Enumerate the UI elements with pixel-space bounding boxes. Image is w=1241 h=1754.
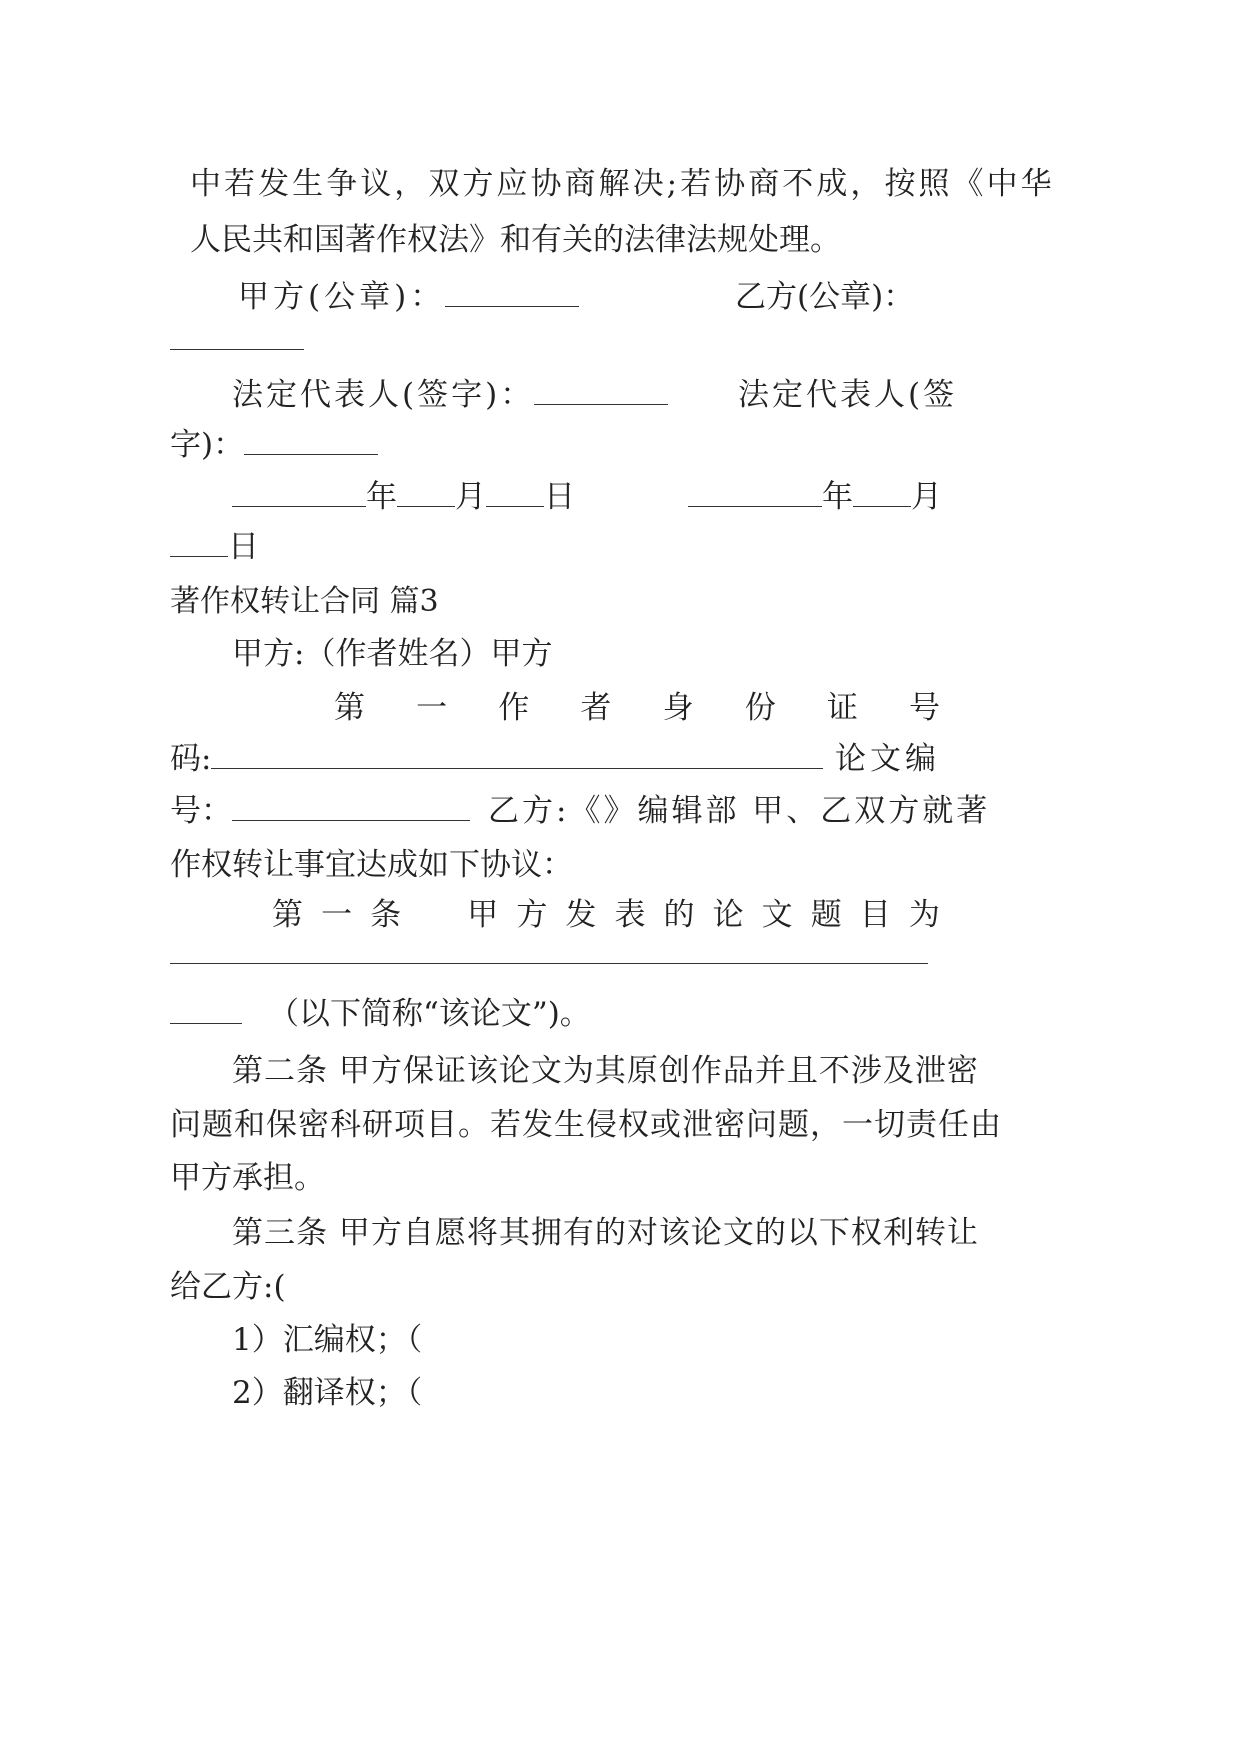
party-b-seal-blank bbox=[170, 319, 304, 350]
id-label-char: 第 bbox=[334, 690, 365, 726]
line-1-char: 争 bbox=[326, 166, 358, 202]
article-1-char: 目 bbox=[859, 897, 891, 933]
id-label-char: 身 bbox=[662, 690, 694, 726]
list-item-2: 2）翻译权；（ bbox=[232, 1375, 423, 1411]
id-number-blank bbox=[211, 738, 823, 769]
day-label: 日 bbox=[228, 529, 259, 565]
article-1-char: 第 bbox=[272, 897, 303, 933]
article-2-line-1: 第二条 甲方保证该论文为其原创作品并且不涉及泄密 bbox=[232, 1053, 979, 1089]
article-1-char: 文 bbox=[761, 897, 793, 933]
article-1-char: 的 bbox=[663, 897, 695, 933]
party-b-text: 乙方:《》编辑部 甲、乙双方就著 bbox=[488, 793, 991, 829]
line-1-char: 不 bbox=[782, 166, 814, 202]
id-ma-text: 码: bbox=[170, 741, 212, 777]
line-1-char: 商 bbox=[564, 166, 596, 202]
article-1-char: 论 bbox=[712, 897, 744, 933]
article-1-char: 甲 bbox=[467, 897, 499, 933]
party-a-rep-blank bbox=[534, 374, 668, 405]
id-number-line bbox=[170, 737, 940, 781]
id-label-char: 作 bbox=[498, 690, 530, 726]
party-a-rep-label bbox=[232, 373, 668, 417]
agreement-line: 作权转让事宜达成如下协议： bbox=[170, 847, 573, 883]
short-name-text: （以下简称“该论文”)。 bbox=[268, 996, 591, 1032]
paper-title-blank-row bbox=[170, 932, 928, 976]
first-author-id-label bbox=[334, 686, 940, 730]
article-3-line-1: 第三条 甲方自愿将其拥有的对该论文的以下权利转让 bbox=[232, 1215, 979, 1251]
article-2-line-3: 甲方承担。 bbox=[170, 1160, 325, 1196]
party-b-rep-line bbox=[170, 423, 378, 467]
party-b-rep-blank bbox=[244, 424, 378, 455]
party-a-seal-label bbox=[238, 275, 579, 319]
party-b-day-row bbox=[170, 525, 259, 569]
line-1-char: 若 bbox=[224, 166, 256, 202]
line-1-char: 双 bbox=[428, 166, 460, 202]
party-a-line: 甲方:（作者姓名）甲方 bbox=[232, 636, 553, 672]
party-b-seal-label: 乙方(公章)： bbox=[735, 279, 915, 315]
paragraph-line-1 bbox=[190, 162, 1052, 206]
line-1-char: 照 bbox=[918, 166, 950, 202]
year-label: 年 bbox=[366, 479, 397, 515]
id-label-char: 一 bbox=[416, 690, 448, 726]
line-1-char: 议 bbox=[360, 166, 392, 202]
paper-title-blank bbox=[170, 933, 928, 964]
line-1-char: 解 bbox=[598, 166, 630, 202]
line-1-char: 按 bbox=[884, 166, 916, 202]
id-label-char: 号 bbox=[908, 690, 940, 726]
line-1-char: ， bbox=[850, 166, 882, 202]
paper-number-blank bbox=[232, 790, 470, 821]
party-b-seal-blank-row bbox=[170, 318, 304, 362]
paper-number-label: 论文编 bbox=[835, 741, 940, 777]
article-1-char: 题 bbox=[810, 897, 842, 933]
paper-title-blank-2 bbox=[170, 993, 242, 1024]
party-b-day-blank bbox=[170, 526, 228, 557]
line-1-char: 协 bbox=[714, 166, 746, 202]
line-1-char: 若 bbox=[680, 166, 712, 202]
article-1-line bbox=[272, 893, 940, 937]
month-label: 月 bbox=[911, 479, 942, 515]
line-1-char: 决 bbox=[632, 166, 664, 202]
line-1-char: 生 bbox=[292, 166, 324, 202]
party-b-month-blank bbox=[853, 476, 911, 507]
id-label-char: 份 bbox=[744, 690, 776, 726]
line-1-char: ; bbox=[666, 166, 678, 202]
section-heading: 著作权转让合同 篇3 bbox=[170, 584, 439, 619]
party-a-day-blank bbox=[486, 476, 544, 507]
list-item-1: 1）汇编权；（ bbox=[232, 1322, 423, 1358]
line-1-char: 方 bbox=[462, 166, 494, 202]
article-1-char: 发 bbox=[565, 897, 597, 933]
month-label: 月 bbox=[455, 479, 486, 515]
day-label: 日 bbox=[544, 479, 575, 515]
article-1-char bbox=[419, 893, 449, 937]
year-label: 年 bbox=[822, 479, 853, 515]
paragraph-line-2: 人民共和国著作权法》和有关的法律法规处理。 bbox=[190, 222, 841, 258]
line-1-char: 中 bbox=[190, 166, 221, 202]
paper-number-line bbox=[170, 789, 990, 833]
line-1-char: 应 bbox=[496, 166, 528, 202]
id-label-char: 证 bbox=[826, 690, 858, 726]
line-1-char: 发 bbox=[258, 166, 290, 202]
id-label-char: 者 bbox=[580, 690, 612, 726]
party-a-date bbox=[232, 475, 575, 519]
party-a-rep-text: 法定代表人(签字)： bbox=[232, 377, 535, 413]
line-1-char: 成 bbox=[816, 166, 848, 202]
party-b-year-blank bbox=[688, 476, 822, 507]
article-1-char: 表 bbox=[614, 897, 646, 933]
party-a-year-blank bbox=[232, 476, 366, 507]
article-3-line-2: 给乙方:( bbox=[170, 1269, 286, 1305]
party-a-seal-text: 甲方(公章)： bbox=[238, 279, 446, 315]
article-1-tail-line bbox=[170, 992, 591, 1036]
line-1-char: ， bbox=[394, 166, 426, 202]
line-1-char: 商 bbox=[748, 166, 780, 202]
paper-number-hao: 号： bbox=[170, 793, 232, 829]
party-a-month-blank bbox=[397, 476, 455, 507]
party-a-seal-blank bbox=[445, 276, 579, 307]
article-1-char: 方 bbox=[516, 897, 548, 933]
line-1-char: 中 bbox=[986, 166, 1018, 202]
party-b-rep-label: 法定代表人(签 bbox=[738, 377, 958, 413]
article-2-line-2: 问题和保密科研项目。若发生侵权或泄密问题，一切责任由 bbox=[170, 1107, 1002, 1143]
line-1-char: 协 bbox=[530, 166, 562, 202]
line-1-char: 《 bbox=[952, 166, 984, 202]
article-1-char: 为 bbox=[908, 897, 940, 933]
party-b-date bbox=[688, 475, 942, 519]
article-1-char: 条 bbox=[370, 897, 402, 933]
article-1-char: 一 bbox=[321, 897, 353, 933]
line-1-char: 华 bbox=[1020, 166, 1052, 202]
party-b-rep-text: 字)： bbox=[170, 427, 245, 463]
